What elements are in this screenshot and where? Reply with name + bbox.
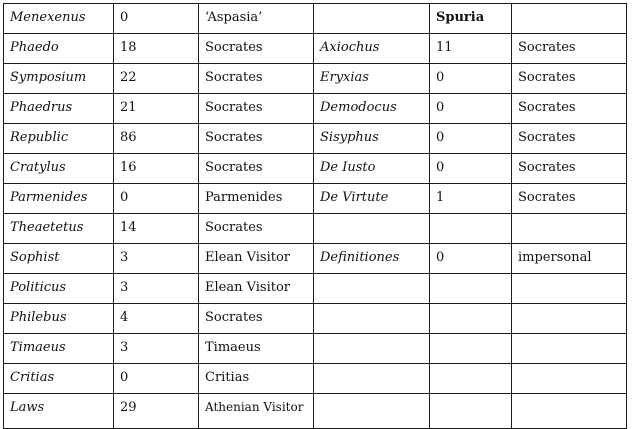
spurious-title xyxy=(314,334,430,364)
table-row xyxy=(4,214,627,244)
dialogue-title: Theaetetus xyxy=(4,214,114,244)
speaker-cell: Socrates xyxy=(199,34,314,64)
spurious-speaker-cell xyxy=(512,364,627,394)
spurious-speaker-cell xyxy=(512,334,627,364)
spurious-count-cell xyxy=(430,274,512,304)
spurious-count-cell: 0 xyxy=(430,124,512,154)
spurious-speaker-cell: Socrates xyxy=(512,94,627,124)
dialogue-title: Sophist xyxy=(4,244,114,274)
spurious-title: Demodocus xyxy=(314,94,430,124)
table-row xyxy=(4,4,627,34)
dialogue-title: Laws xyxy=(4,394,114,429)
dialogue-title: Phaedrus xyxy=(4,94,114,124)
count-cell: 29 xyxy=(114,394,199,429)
spurious-count-cell xyxy=(430,334,512,364)
count-cell: 0 xyxy=(114,364,199,394)
count-cell: 3 xyxy=(114,244,199,274)
speaker-cell: Socrates xyxy=(199,214,314,244)
speaker-cell: Parmenides xyxy=(199,184,314,214)
count-cell: 3 xyxy=(114,274,199,304)
spurious-count-cell xyxy=(430,364,512,394)
speaker-cell: Socrates xyxy=(199,124,314,154)
dialogue-table xyxy=(3,3,627,429)
speaker-cell: Socrates xyxy=(199,304,314,334)
dialogue-title: Symposium xyxy=(4,64,114,94)
spurious-title: De Virtute xyxy=(314,184,430,214)
speaker-cell: Socrates xyxy=(199,94,314,124)
spurious-count-cell: 0 xyxy=(430,64,512,94)
table-row xyxy=(4,94,627,124)
speaker-cell: Timaeus xyxy=(199,334,314,364)
spurious-count-cell: 0 xyxy=(430,154,512,184)
dialogue-title: Cratylus xyxy=(4,154,114,184)
table-row xyxy=(4,394,627,429)
spurious-title: Eryxias xyxy=(314,64,430,94)
speaker-cell: ‘Aspasia’ xyxy=(199,4,314,34)
spurious-title xyxy=(314,364,430,394)
spurious-speaker-cell xyxy=(512,214,627,244)
count-cell: 18 xyxy=(114,34,199,64)
table-row xyxy=(4,154,627,184)
spurious-title: Axiochus xyxy=(314,34,430,64)
speaker-cell: Socrates xyxy=(199,64,314,94)
count-cell: 14 xyxy=(114,214,199,244)
dialogue-title: Philebus xyxy=(4,304,114,334)
dialogue-title: Republic xyxy=(4,124,114,154)
spurious-speaker-cell xyxy=(512,4,627,34)
spurious-speaker-cell: impersonal xyxy=(512,244,627,274)
speaker-cell: Athenian Visitor xyxy=(199,394,314,429)
spurious-speaker-cell: Socrates xyxy=(512,124,627,154)
dialogue-title: Parmenides xyxy=(4,184,114,214)
table-row xyxy=(4,244,627,274)
table-body xyxy=(4,4,627,429)
count-cell: 86 xyxy=(114,124,199,154)
spurious-title xyxy=(314,4,430,34)
table-row xyxy=(4,124,627,154)
count-cell: 21 xyxy=(114,94,199,124)
spurious-count-cell xyxy=(430,304,512,334)
spurious-title xyxy=(314,304,430,334)
table-row xyxy=(4,304,627,334)
spurious-count-cell xyxy=(430,214,512,244)
spurious-speaker-cell xyxy=(512,394,627,429)
speaker-cell: Socrates xyxy=(199,154,314,184)
spurious-speaker-cell: Socrates xyxy=(512,34,627,64)
spurious-title xyxy=(314,274,430,304)
spurious-count-cell: 1 xyxy=(430,184,512,214)
table-row xyxy=(4,334,627,364)
dialogue-title: Menexenus xyxy=(4,4,114,34)
dialogue-title: Phaedo xyxy=(4,34,114,64)
count-cell: 0 xyxy=(114,184,199,214)
dialogue-title: Critias xyxy=(4,364,114,394)
spuria-heading: Spuria xyxy=(430,4,512,34)
table-row xyxy=(4,184,627,214)
spurious-speaker-cell: Socrates xyxy=(512,184,627,214)
spurious-speaker-cell: Socrates xyxy=(512,154,627,184)
count-cell: 3 xyxy=(114,334,199,364)
spurious-speaker-cell xyxy=(512,274,627,304)
spurious-count-cell: 0 xyxy=(430,94,512,124)
count-cell: 0 xyxy=(114,4,199,34)
table-row xyxy=(4,34,627,64)
spurious-title xyxy=(314,214,430,244)
table-row xyxy=(4,64,627,94)
spurious-title: Sisyphus xyxy=(314,124,430,154)
spurious-title xyxy=(314,394,430,429)
speaker-cell: Elean Visitor xyxy=(199,244,314,274)
count-cell: 4 xyxy=(114,304,199,334)
count-cell: 16 xyxy=(114,154,199,184)
speaker-cell: Critias xyxy=(199,364,314,394)
spurious-title: De Iusto xyxy=(314,154,430,184)
table-row xyxy=(4,274,627,304)
spurious-title: Definitiones xyxy=(314,244,430,274)
spurious-count-cell xyxy=(430,394,512,429)
spurious-speaker-cell xyxy=(512,304,627,334)
count-cell: 22 xyxy=(114,64,199,94)
dialogue-title: Politicus xyxy=(4,274,114,304)
speaker-cell: Elean Visitor xyxy=(199,274,314,304)
dialogue-title: Timaeus xyxy=(4,334,114,364)
table-row xyxy=(4,364,627,394)
spurious-speaker-cell: Socrates xyxy=(512,64,627,94)
spurious-count-cell: 11 xyxy=(430,34,512,64)
spurious-count-cell: 0 xyxy=(430,244,512,274)
